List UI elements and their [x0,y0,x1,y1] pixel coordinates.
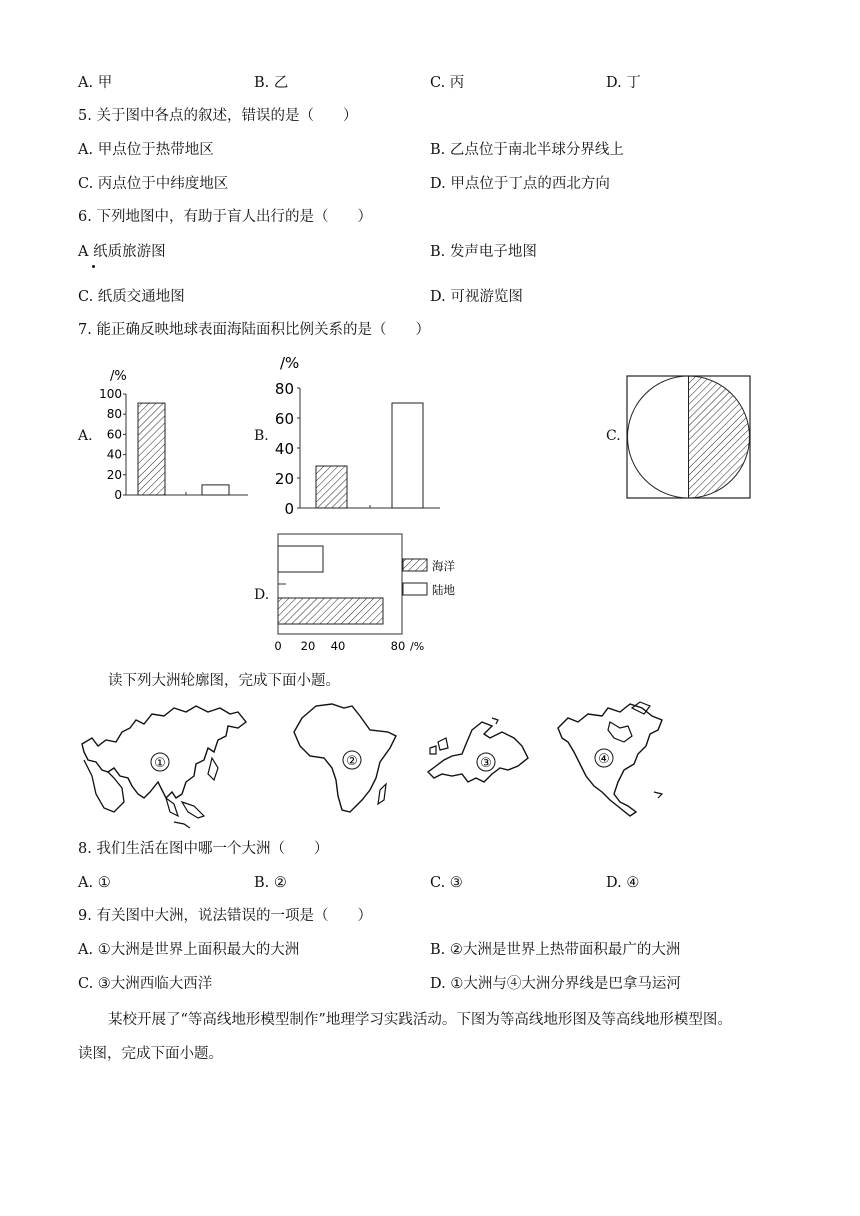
continent-label-1: ① [154,756,166,771]
chart-a-bar-land [202,485,229,495]
chart-b-tick-label: 20 [274,470,294,488]
q6-option-b[interactable]: B. 发声电子地图 [430,244,537,260]
chart-a-tick-label: 80 [106,407,122,422]
q7-label-d[interactable]: D. [254,587,270,603]
chart-a-tick-label: 20 [106,467,122,482]
q5-option-a[interactable]: A. 甲点位于热带地区 [78,142,214,158]
chart-d-tick-label: 20 [300,639,316,653]
q9-option-b[interactable]: B. ②大洲是世界上热带面积最广的大洲 [430,942,681,958]
chart-b [270,350,450,515]
chart-d [270,532,470,657]
q9-option-a[interactable]: A. ①大洲是世界上面积最大的大洲 [78,942,300,958]
legend-swatch-land [403,583,427,595]
q7-label-c[interactable]: C. [606,428,621,444]
q9-option-c[interactable]: C. ③大洲西临大西洋 [78,976,213,992]
chart-a-tick-label: 40 [106,447,122,462]
q4-option-d[interactable]: D. 丁 [606,75,641,91]
q4-option-b[interactable]: B. 乙 [254,75,289,91]
stray-dot [92,265,95,268]
chart-b-tick-label: 80 [274,380,294,398]
q6-stem: 6. 下列地图中，有助于盲人出行的是（ ） [78,209,372,225]
asia-outline-map [78,698,250,832]
chart-a-tick-label: 100 [99,387,122,401]
q7-label-b[interactable]: B. [254,428,269,444]
q6-option-d[interactable]: D. 可视游览图 [430,289,523,305]
chart-c-slice-ocean [689,376,750,498]
europe-outline-map [422,716,532,794]
chart-b-ylabel: /% [280,354,300,372]
chart-b-tick-label: 60 [274,410,294,428]
q5-stem: 5. 关于图中各点的叙述，错误的是（ ） [78,108,358,124]
chart-b-tick-label: 40 [274,440,294,458]
chart-c [626,375,752,500]
chart-d-tick-label: 40 [330,639,346,653]
q4-option-c[interactable]: C. 丙 [430,75,465,91]
africa-outline-map [292,700,400,818]
q9-stem: 9. 有关图中大洲，说法错误的一项是（ ） [78,908,372,924]
q5-option-b[interactable]: B. 乙点位于南北半球分界线上 [430,142,624,158]
legend-swatch-ocean [403,559,427,571]
q8-option-a[interactable]: A. ① [78,875,111,891]
q9-option-d[interactable]: D. ①大洲与④大洲分界线是巴拿马运河 [430,976,681,992]
passage-line-2: 读图，完成下面小题。 [78,1046,223,1062]
chart-d-tick-label: 0 [274,639,282,653]
chart-c-slice-land [628,376,689,498]
chart-a-tick-label: 0 [114,488,122,502]
q5-option-c[interactable]: C. 丙点位于中纬度地区 [78,176,229,192]
q7-label-a[interactable]: A. [78,428,93,444]
q4-option-a[interactable]: A. 甲 [78,75,113,91]
q5-option-d[interactable]: D. 甲点位于丁点的西北方向 [430,176,610,192]
chart-a-bar-ocean [138,403,165,495]
continent-label-4: ④ [598,752,610,767]
q8-stem: 8. 我们生活在图中哪一个大洲（ ） [78,841,329,857]
continent-label-3: ③ [480,756,492,771]
north-america-outline-map [554,698,670,820]
q6-option-a[interactable]: A 纸质旅游图 [78,244,166,260]
q7-stem: 7. 能正确反映地球表面海陆面积比例关系的是（ ） [78,322,430,338]
chart-a-tick-label: 60 [106,427,122,442]
passage-line-1: 某校开展了“等高线地形模型制作”地理学习实践活动。下图为等高线地形图及等高线地形模型图。 [108,1012,732,1028]
continent-label-2: ② [346,754,358,769]
q8-option-d[interactable]: D. ④ [606,875,640,891]
q8-option-b[interactable]: B. ② [254,875,287,891]
chart-b-bar-ocean [316,466,347,508]
chart-d-tick-label: 80 [390,639,406,653]
q6-option-c[interactable]: C. 纸质交通地图 [78,289,185,305]
continents-intro: 读下列大洲轮廓图，完成下面小题。 [108,673,340,689]
chart-a [96,364,256,504]
chart-d-xlabel: /% [410,640,425,653]
chart-d-bar-ocean [278,598,383,624]
chart-b-bar-land [392,403,423,508]
legend-label-ocean: 海洋 [432,559,455,573]
chart-a-ylabel: /% [110,369,127,384]
q8-option-c[interactable]: C. ③ [430,875,463,891]
chart-d-bar-land [278,546,323,572]
legend-label-land: 陆地 [432,583,455,597]
chart-b-tick-label: 0 [284,500,294,515]
